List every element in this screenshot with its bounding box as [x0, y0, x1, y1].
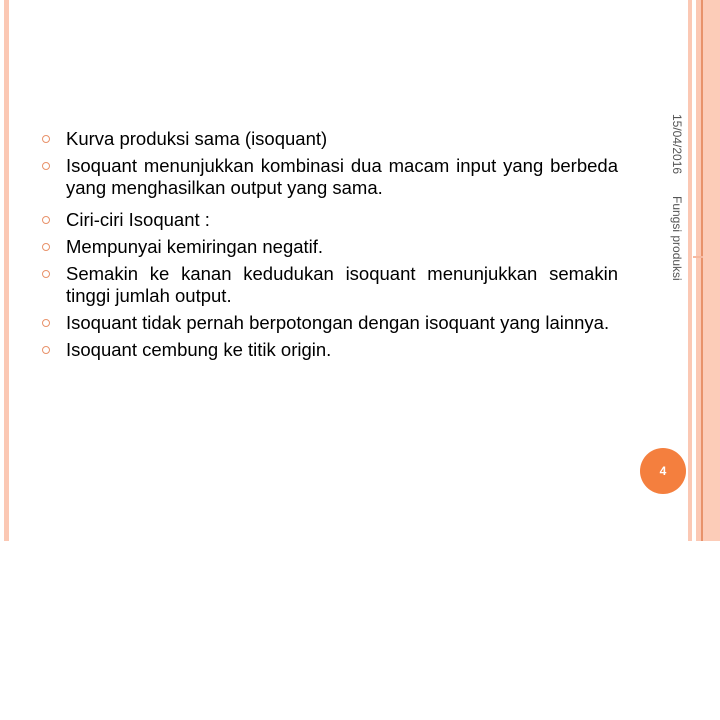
bullet-text: Ciri-ciri Isoquant :	[66, 209, 210, 230]
list-item	[40, 339, 618, 361]
bullet-text: Semakin ke kanan kedudukan isoquant menunjukkan semakin tinggi jumlah output.	[66, 263, 618, 306]
list-item	[40, 236, 618, 258]
list-item	[40, 155, 618, 199]
bullet-icon	[42, 216, 50, 224]
right-border-stripe	[688, 0, 692, 541]
list-item	[40, 128, 618, 150]
bullet-text: Isoquant cembung ke titik origin.	[66, 339, 332, 360]
slide-date: 15/04/2016	[670, 114, 684, 175]
slide-footer	[670, 114, 684, 303]
border-tick	[693, 256, 703, 258]
bullet-list	[40, 128, 618, 366]
bullet-text: Kurva produksi sama (isoquant)	[66, 128, 328, 149]
bullet-text: Mempunyai kemiringan negatif.	[66, 236, 324, 257]
list-item	[40, 209, 618, 231]
list-item	[40, 312, 618, 334]
right-border-fill	[703, 0, 720, 541]
bullet-icon	[42, 346, 50, 354]
bullet-icon	[42, 243, 50, 251]
slide-footer-text: Fungsi produksi	[670, 196, 684, 281]
bullet-icon	[42, 162, 50, 170]
list-item	[40, 263, 618, 307]
page-number-badge: 4	[640, 448, 686, 494]
bullet-icon	[42, 319, 50, 327]
bullet-text: Isoquant tidak pernah berpotongan dengan isoquant yang lainnya.	[66, 312, 610, 333]
left-border-stripe	[4, 0, 9, 541]
bullet-icon	[42, 270, 50, 278]
bullet-icon	[42, 135, 50, 143]
bullet-text: Isoquant menunjukkan kombinasi dua macam input yang berbeda yang menghasilkan output yang sama.	[66, 155, 618, 198]
